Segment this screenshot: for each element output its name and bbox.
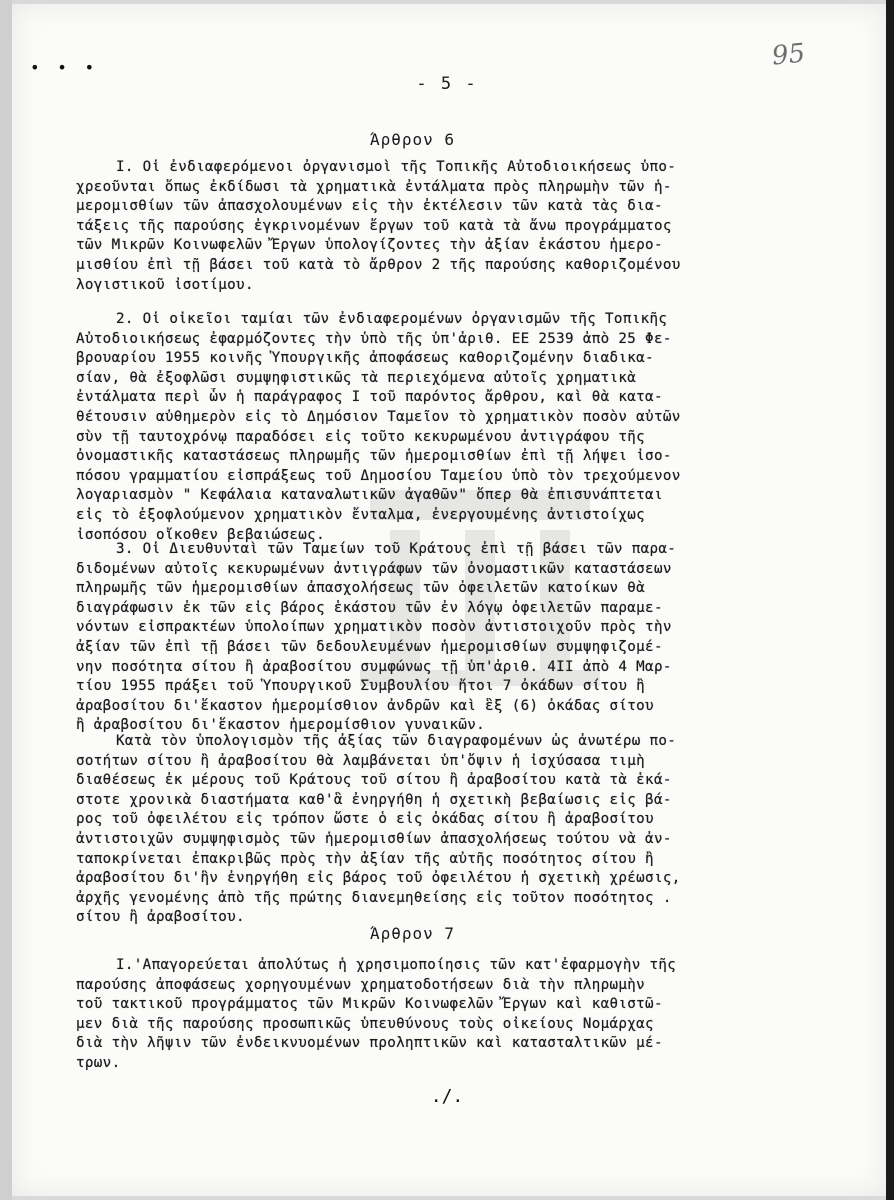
text-line: τῶν Μικρῶν Κοινωφελῶν Ἔργων ὑπολογίζοντες τὴν ἀξίαν ἑκάστου ἡμερο- [76,237,663,254]
text-line: λογιστικοῦ ἰσοτίμου. [76,276,254,293]
text-line: 3. Οἱ Διευθυνταὶ τῶν Ταμείων τοῦ Κράτους ἐπὶ τῇ βάσει τῶν παρα- [116,541,677,557]
text-line: ὀνομαστικῆς καταστάσεως πληρωμῆς τῶν ἡμερομισθίων ἐπὶ τῇ λήψει ἰσο- [76,448,672,465]
text-line: μερομισθίων τῶν ἀπασχολουμένων εἰς τὴν ἐκτέλεσιν τῶν κατὰ τὰς δια- [76,198,663,215]
text-line: τρων. [76,1054,121,1071]
text-line: ἀραβοσίτου δι'ἕκαστον ἡμερομίσθιον ἀνδρῶν καὶ ἓξ (6) ὀκάδας σίτου [76,697,654,714]
scan-left-margin [0,0,12,1200]
text-line: σίτου ἢ ἀραβοσίτου. [76,909,245,926]
text-line: ἀραβοσίτου δι'ἣν ἐνηργήθη εἰς βάρος τοῦ ὀφειλέτου ἡ σχετικὴ χρέωσις, [76,870,681,887]
text-line: I.'Απαγορεύεται ἀπολύτως ἡ χρησιμοποίησις τῶν κατ'ἐφαρμογὴν τῆς [116,957,677,973]
text-line: πληρωμῆς τῶν ἡμερομισθίων ἀπασχολήσεως τῶν ὀφειλετῶν κατοίκων θὰ [76,580,646,597]
text-line: λογαριασμὸν " Κεφάλαια καταναλωτικῶν ἀγαθῶν" ὅπερ θὰ ἐπισυνάπτεται [76,487,663,504]
text-line: ρος τοῦ ὀφειλέτου εἰς τρόπον ὥστε ὁ εἰς ὀκάδας σίτου ἢ ἀραβοσίτου [76,811,654,828]
text-line: ἢ ἀραβοσίτου δι'ἕκαστον ἡμερομίσθιον γυναικῶν. [76,717,486,734]
text-line: σίαν, θὰ ἐξοφλῶσι συμψηφιστικῶς τὰ περιεχόμενα αὐτοῖς χρηματικὰ [76,369,637,386]
text-line: 2. Οἱ οἰκεῖοι ταμίαι τῶν ἐνδιαφερομένων ὀργανισμῶν τῆς Τοπικῆς [116,311,668,327]
text-line: ἀρχῆς γενομένης ἀπὸ τῆς πρώτης διανεμηθείσης εἰς τοῦτον ποσότητος . [76,889,672,906]
text-line: ταποκρίνεται ἐπακριβῶς πρὸς τὴν ἀξίαν τῆς αὐτῆς ποσότητος σίτου ἢ [76,850,654,867]
text-line: διαγράφωσιν ἐκ τῶν εἰς βάρος ἑκάστου τῶν ἐν λόγῳ ὀφειλετῶν παραμε- [76,599,663,616]
text-line: ἐντάλματα περὶ ὧν ἡ παράγραφος I τοῦ παρόντος ἄρθρου, καὶ θὰ κατα- [76,389,663,406]
article-7-heading: Άρθρον 7 [370,924,456,943]
page-number: - 5 - [416,74,478,94]
article-6-paragraph-2 [76,310,812,545]
text-line: στοτε χρονικὰ διαστήματα καθ'ἃ ἐνηργήθη ἡ σχετικὴ βεβαίωσις εἰς βά- [76,791,672,808]
text-line: διὰ τὴν λῆψιν τῶν ἐνδεικνυομένων προληπτικῶν καὶ κατασταλτικῶν μέ- [76,1035,663,1052]
article-7-paragraph-1 [76,956,812,1074]
text-line: διδομένων αὐτοῖς κεκυρωμένων ἀντιγράφων τῶν ὀνομαστικῶν καταστάσεων [76,560,672,577]
text-line: σὺν τῇ ταυτοχρόνῳ παραδόσει εἰς τοῦτο κεκυρωμένου ἀντιγράφου τῆς [76,428,646,445]
text-line: ἀντιστοιχῶν συμψηφισμὸς τῶν ἡμερομισθίων ἀπασχολήσεως τούτου νὰ ἀν- [76,830,672,847]
text-line: παρούσης ἀποφάσεως χορηγουμένων χρηματοδοτήσεων διὰ τὴν πληρωμὴν [76,976,646,993]
text-line: I. Οἱ ἐνδιαφερόμενοι ὀργανισμοὶ τῆς Τοπικῆς Αὐτοδιοικήσεως ὑπο- [116,159,677,175]
text-line: Αὐτοδιοικήσεως ἐφαρμόζοντες τὴν ὑπὸ τῆς ὑπ'ἀριθ. ΕΕ 2539 ἀπὸ 25 Φε- [76,330,672,347]
text-line: νόντων εἰσπρακτέων ὑπολοίπων χρηματικὸν ποσὸν ἀντιστοιχοῦν πρὸς τὴν [76,619,672,636]
article-6-paragraph-3 [76,540,812,736]
text-line: χρεοῦνται ὅπως ἐκδίδωσι τὰ χρηματικὰ ἐντάλματα πρὸς πληρωμὴν τῶν ἡ- [76,178,672,195]
handwritten-page-number: 95 [770,38,807,72]
text-line: πόσου γραμματίου εἰσπράξεως τοῦ Δημοσίου Ταμείου ὑπὸ τὸν τρεχούμενον [76,467,681,484]
text-line: ἰσοπόσου οἴκοθεν βεβαιώσεως. [76,526,325,543]
article-6-paragraph-4 [76,732,812,928]
margin-dots: • • • [30,58,99,77]
text-line: διαθέσεως ἐκ μέρους τοῦ Κράτους τοῦ σίτου ἢ ἀραβοσίτου κατὰ τὰ ἑκά- [76,772,672,789]
text-line: βρουαρίου 1955 κοινῆς Ὑπουργικῆς ἀποφάσεως καθοριζομένην διαδικα- [76,350,654,367]
text-line: τάξεις τῆς παρούσης ἐγκρινομένων ἔργων τοῦ κατὰ τὰ ἄνω προγράμματος [76,217,672,234]
text-line: σοτήτων σίτου ἢ ἀραβοσίτου θὰ λαμβάνεται ὑπ'ὄψιν ἡ ἰσχύσασα τιμὴ [76,752,646,769]
text-line: τοῦ τακτικοῦ προγράμματος τῶν Μικρῶν Κοινωφελῶν Ἔργων καὶ καθιστῶ- [76,996,663,1013]
scan-right-edge [886,0,894,1200]
text-line: μεν διὰ τῆς παρούσης προσωπικῶς ὑπευθύνους τοὺς οἰκείους Νομάρχας [76,1015,654,1032]
end-mark: ./. [430,1086,464,1107]
text-line: ἀξίαν τῶν ἐπὶ τῇ βάσει τῶν δεδουλευμένων ἡμερομισθίων συμψηφιζομέ- [76,638,663,655]
article-6-heading: Άρθρον 6 [370,130,456,149]
text-line: Κατὰ τὸν ὑπολογισμὸν τῆς ἀξίας τῶν διαγραφομένων ὡς ἀνωτέρω πο- [116,733,677,749]
text-line: μισθίου ἐπὶ τῇ βάσει τοῦ κατὰ τὸ ἄρθρον 2 τῆς παρούσης καθοριζομένου [76,256,681,273]
article-6-paragraph-1 [76,158,812,295]
text-line: θέτουσιν αὐθημερὸν εἰς τὸ Δημόσιον Ταμεῖον τὸ χρηματικὸν ποσὸν αὐτῶν [76,408,681,425]
text-line: τίου 1955 πράξει τοῦ Ὑπουργικοῦ Συμβουλίου ἤτοι 7 ὀκάδων σίτου ἢ [76,678,646,695]
text-line: εἰς τὸ ἐξοφλούμενον χρηματικὸν ἔνταλμα, ἐνεργουμένης ἀντιστοίχως [76,506,646,523]
text-line: νην ποσότητα σίτου ἢ ἀραβοσίτου συμφώνως τῇ ὑπ'ἀριθ. 4II ἀπὸ 4 Μαρ- [76,658,672,675]
